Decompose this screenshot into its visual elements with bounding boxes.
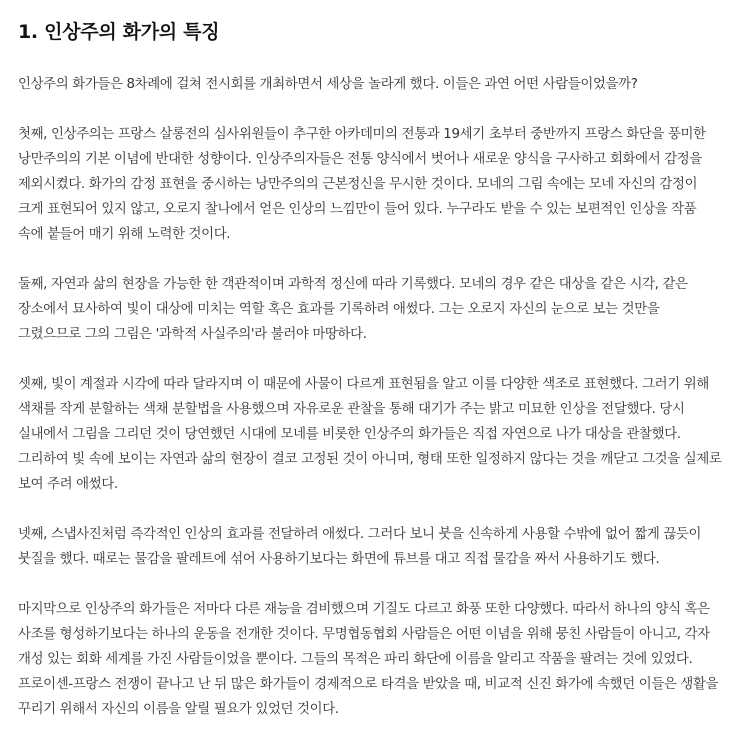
paragraph-second: 둘째, 자연과 삶의 현장을 가능한 한 객관적이며 과학적 정신에 따라 기록했다. 모네의 경우 같은 대상을 같은 시각, 같은 장소에서 묘사하여 빛이 대상에 미치는 역할 혹은 효과를 기록하려 애썼다. 그는 오로지 자신의 눈으로 보는 것만을 그렸으므로 그의 그림은 '과학적 사실주의'라 불러야 마땅하다.: [18, 277, 688, 342]
article-title: 1. 인상주의 화가의 특징: [18, 21, 220, 43]
paragraph-last: 마지막으로 인상주의 화가들은 저마다 다른 재능을 겸비했으며 기질도 다르고 화풍 또한 다양했다. 따라서 하나의 양식 혹은 사조를 형성하기보다는 하나의 운동을 전개한 것이다. 무명협동협회 사람들은 어떤 이념을 위해 뭉친 사람들이 아니고, 각자 개성 있는 회화 세계를 가진 사람들이었을 뿐이다. 그들의 목적은 파리 화단에 이름을 알리고 작품을 팔려는 것에 있었다. 프로이센-프랑스 전쟁이 끝나고 난 뒤 많은 화가들이 경제적으로 타격을 받았을 때, 비교적 신진 화가에 속했던 이들은 생활을 꾸리기 위해서 자신의 이름을 알릴 필요가 있었던 것이다.: [18, 602, 719, 717]
paragraph-third: 셋째, 빛이 계절과 시각에 따라 달라지며 이 때문에 사물이 다르게 표현됨을 알고 이를 다양한 색조로 표현했다. 그러기 위해 색채를 작게 분할하는 색채 분할법을 사용했으며 자유로운 관찰을 통해 대기가 주는 밝고 미묘한 인상을 전달했다. 당시 실내에서 그림을 그리던 것이 당연했던 시대에 모네를 비롯한 인상주의 화가들은 직접 자연으로 나가 대상을 관찰했다. 그리하여 빛 속에 보이는 자연과 삶의 현장이 결코 고정된 것이 아니며, 형태 또한 일정하지 않다는 것을 깨닫고 그것을 실제로 보여 주려 애썼다.: [18, 377, 722, 492]
paragraph-intro: 인상주의 화가들은 8차례에 걸쳐 전시회를 개최하면서 세상을 놀라게 했다. 이들은 과연 어떤 사람들이었을까?: [18, 77, 638, 92]
paragraph-first: 첫째, 인상주의는 프랑스 살롱전의 심사위원들이 추구한 아카데미의 전통과 19세기 초부터 중반까지 프랑스 화단을 풍미한 낭만주의의 기본 이념에 반대한 성향이다. 인상주의자들은 전통 양식에서 벗어나 새로운 양식을 구사하고 회화에서 감정을 제외시켰다. 화가의 감정 표현을 중시하는 낭만주의의 근본정신을 무시한 것이다. 모네의 그림 속에는 모네 자신의 감정이 크게 표현되어 있지 않고, 오로지 찰나에서 얻은 인상의 느낌만이 들어 있다. 누구라도 받을 수 있는 보편적인 인상을 작품 속에 붙들어 매기 위해 노력한 것이다.: [18, 127, 706, 242]
paragraph-fourth: 넷째, 스냅사진처럼 즉각적인 인상의 효과를 전달하려 애썼다. 그러다 보니 붓을 신속하게 사용할 수밖에 없어 짧게 끊듯이 붓질을 했다. 때로는 물감을 팔레트에 섞어 사용하기보다는 화면에 튜브를 대고 직접 물감을 짜서 사용하기도 했다.: [18, 527, 702, 567]
